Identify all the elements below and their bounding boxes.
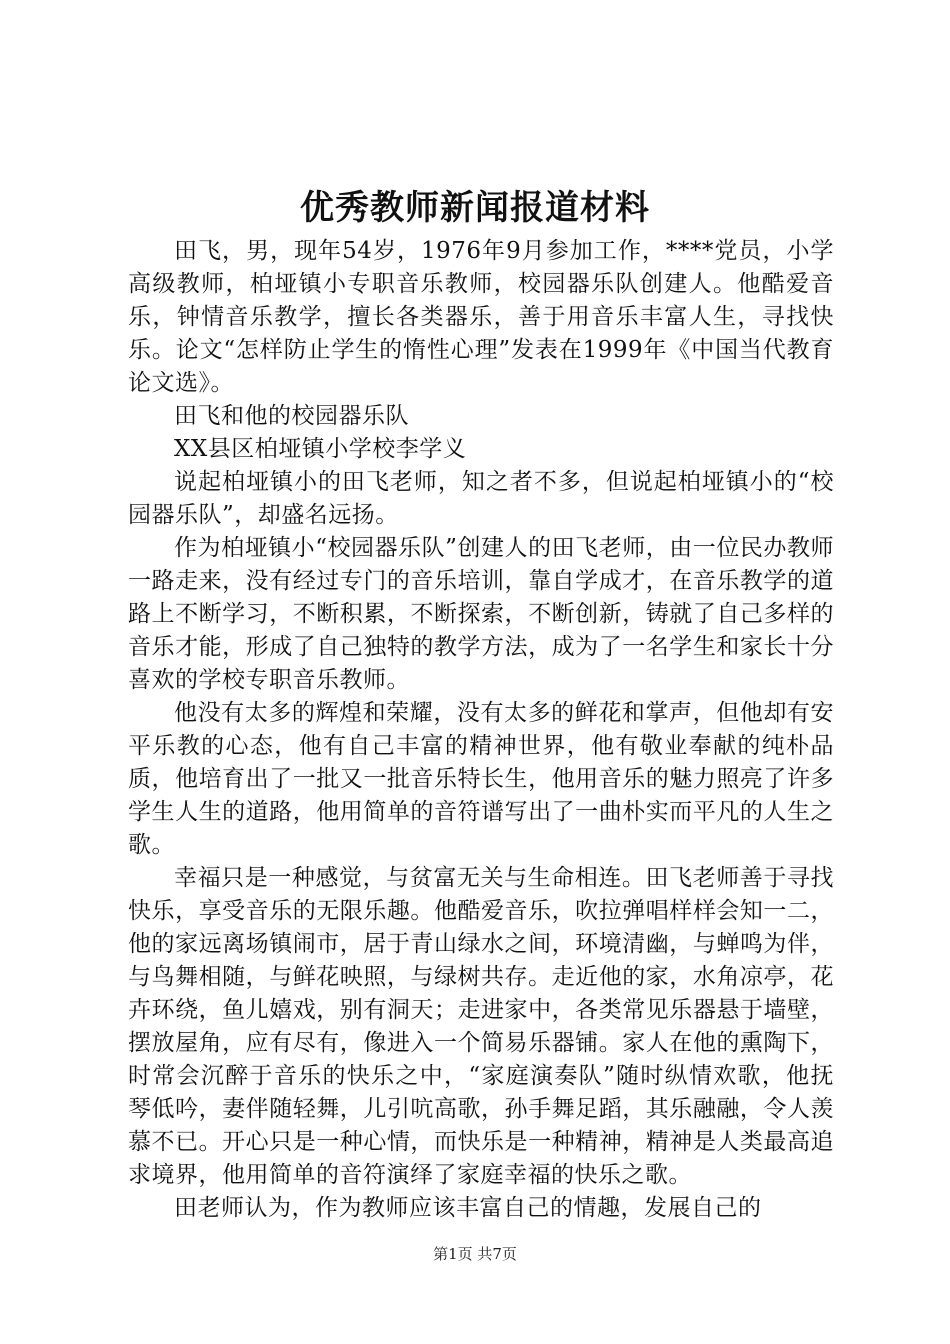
page-number-footer: 第1页 共7页 (433, 1245, 517, 1263)
paragraph-body-4: 幸福只是一种感觉，与贫富无关与生命相连。田飞老师善于寻找快乐，享受音乐的无限乐趣。他酷爱音乐，吹拉弹唱样样会知一二，他的家远离场镇闹市，居于青山绿水之间，环境清幽，与蝉鸣为伴，与鸟舞相随，与鲜花映照，与绿树共存。走近他的家，水角凉亭，花卉环绕，鱼儿嬉戏，别有洞天；走进家中，各类常见乐器悬于墙壁，摆放屋角，应有尽有，像进入一个简易乐器铺。家人在他的熏陶下，时常会沉醉于音乐的快乐之中，“家庭演奏队”随时纵情欢歌，他抚琴低吟，妻伴随轻舞，儿引吭高歌，孙手舞足蹈，其乐融融，令人羡慕不已。开心只是一种心情，而快乐是一种精神，精神是人类最高追求境界，他用简单的音符演绎了家庭幸福的快乐之歌。 (128, 865, 834, 1188)
document-title: 优秀教师新闻报道材料 (300, 188, 650, 228)
paragraph-intro: 田飞，男，现年54岁，1976年9月参加工作，****党员，小学高级教师，柏垭镇小专职音乐教师，校园器乐队创建人。他酷爱音乐，钟情音乐教学，擅长各类器乐，善于用音乐丰富人生，寻找快乐。论文“怎样防止学生的惰性心理”发表在1999年《中国当代教育论文选》。 (128, 238, 834, 396)
paragraph-body-3: 他没有太多的辉煌和荣耀，没有太多的鲜花和掌声，但他却有安平乐教的心态，他有自己丰富的精神世界，他有敬业奉献的纯朴品质，他培育出了一批又一批音乐特长生，他用音乐的魅力照亮了许多学生人生的道路，他用简单的音符谱写出了一曲朴实而平凡的人生之歌。 (128, 700, 834, 858)
paragraph-author: XX县区柏垭镇小学校李学义 (174, 436, 467, 462)
paragraph-body-2: 作为柏垭镇小“校园器乐队”创建人的田飞老师，由一位民办教师一路走来，没有经过专门的音乐培训，靠自学成才，在音乐教学的道路上不断学习，不断积累，不断探索，不断创新，铸就了自己多样的音乐才能，形成了自己独特的教学方法，成为了一名学生和家长十分喜欢的学校专职音乐教师。 (128, 535, 834, 693)
paragraph-subtitle: 田飞和他的校园器乐队 (174, 403, 409, 429)
document-body (128, 235, 834, 1225)
paragraph-body-5: 田老师认为，作为教师应该丰富自己的情趣，发展自己的 (174, 1195, 762, 1221)
paragraph-body-1: 说起柏垭镇小的田飞老师，知之者不多，但说起柏垭镇小的“校园器乐队”，却盛名远扬。 (128, 469, 834, 528)
